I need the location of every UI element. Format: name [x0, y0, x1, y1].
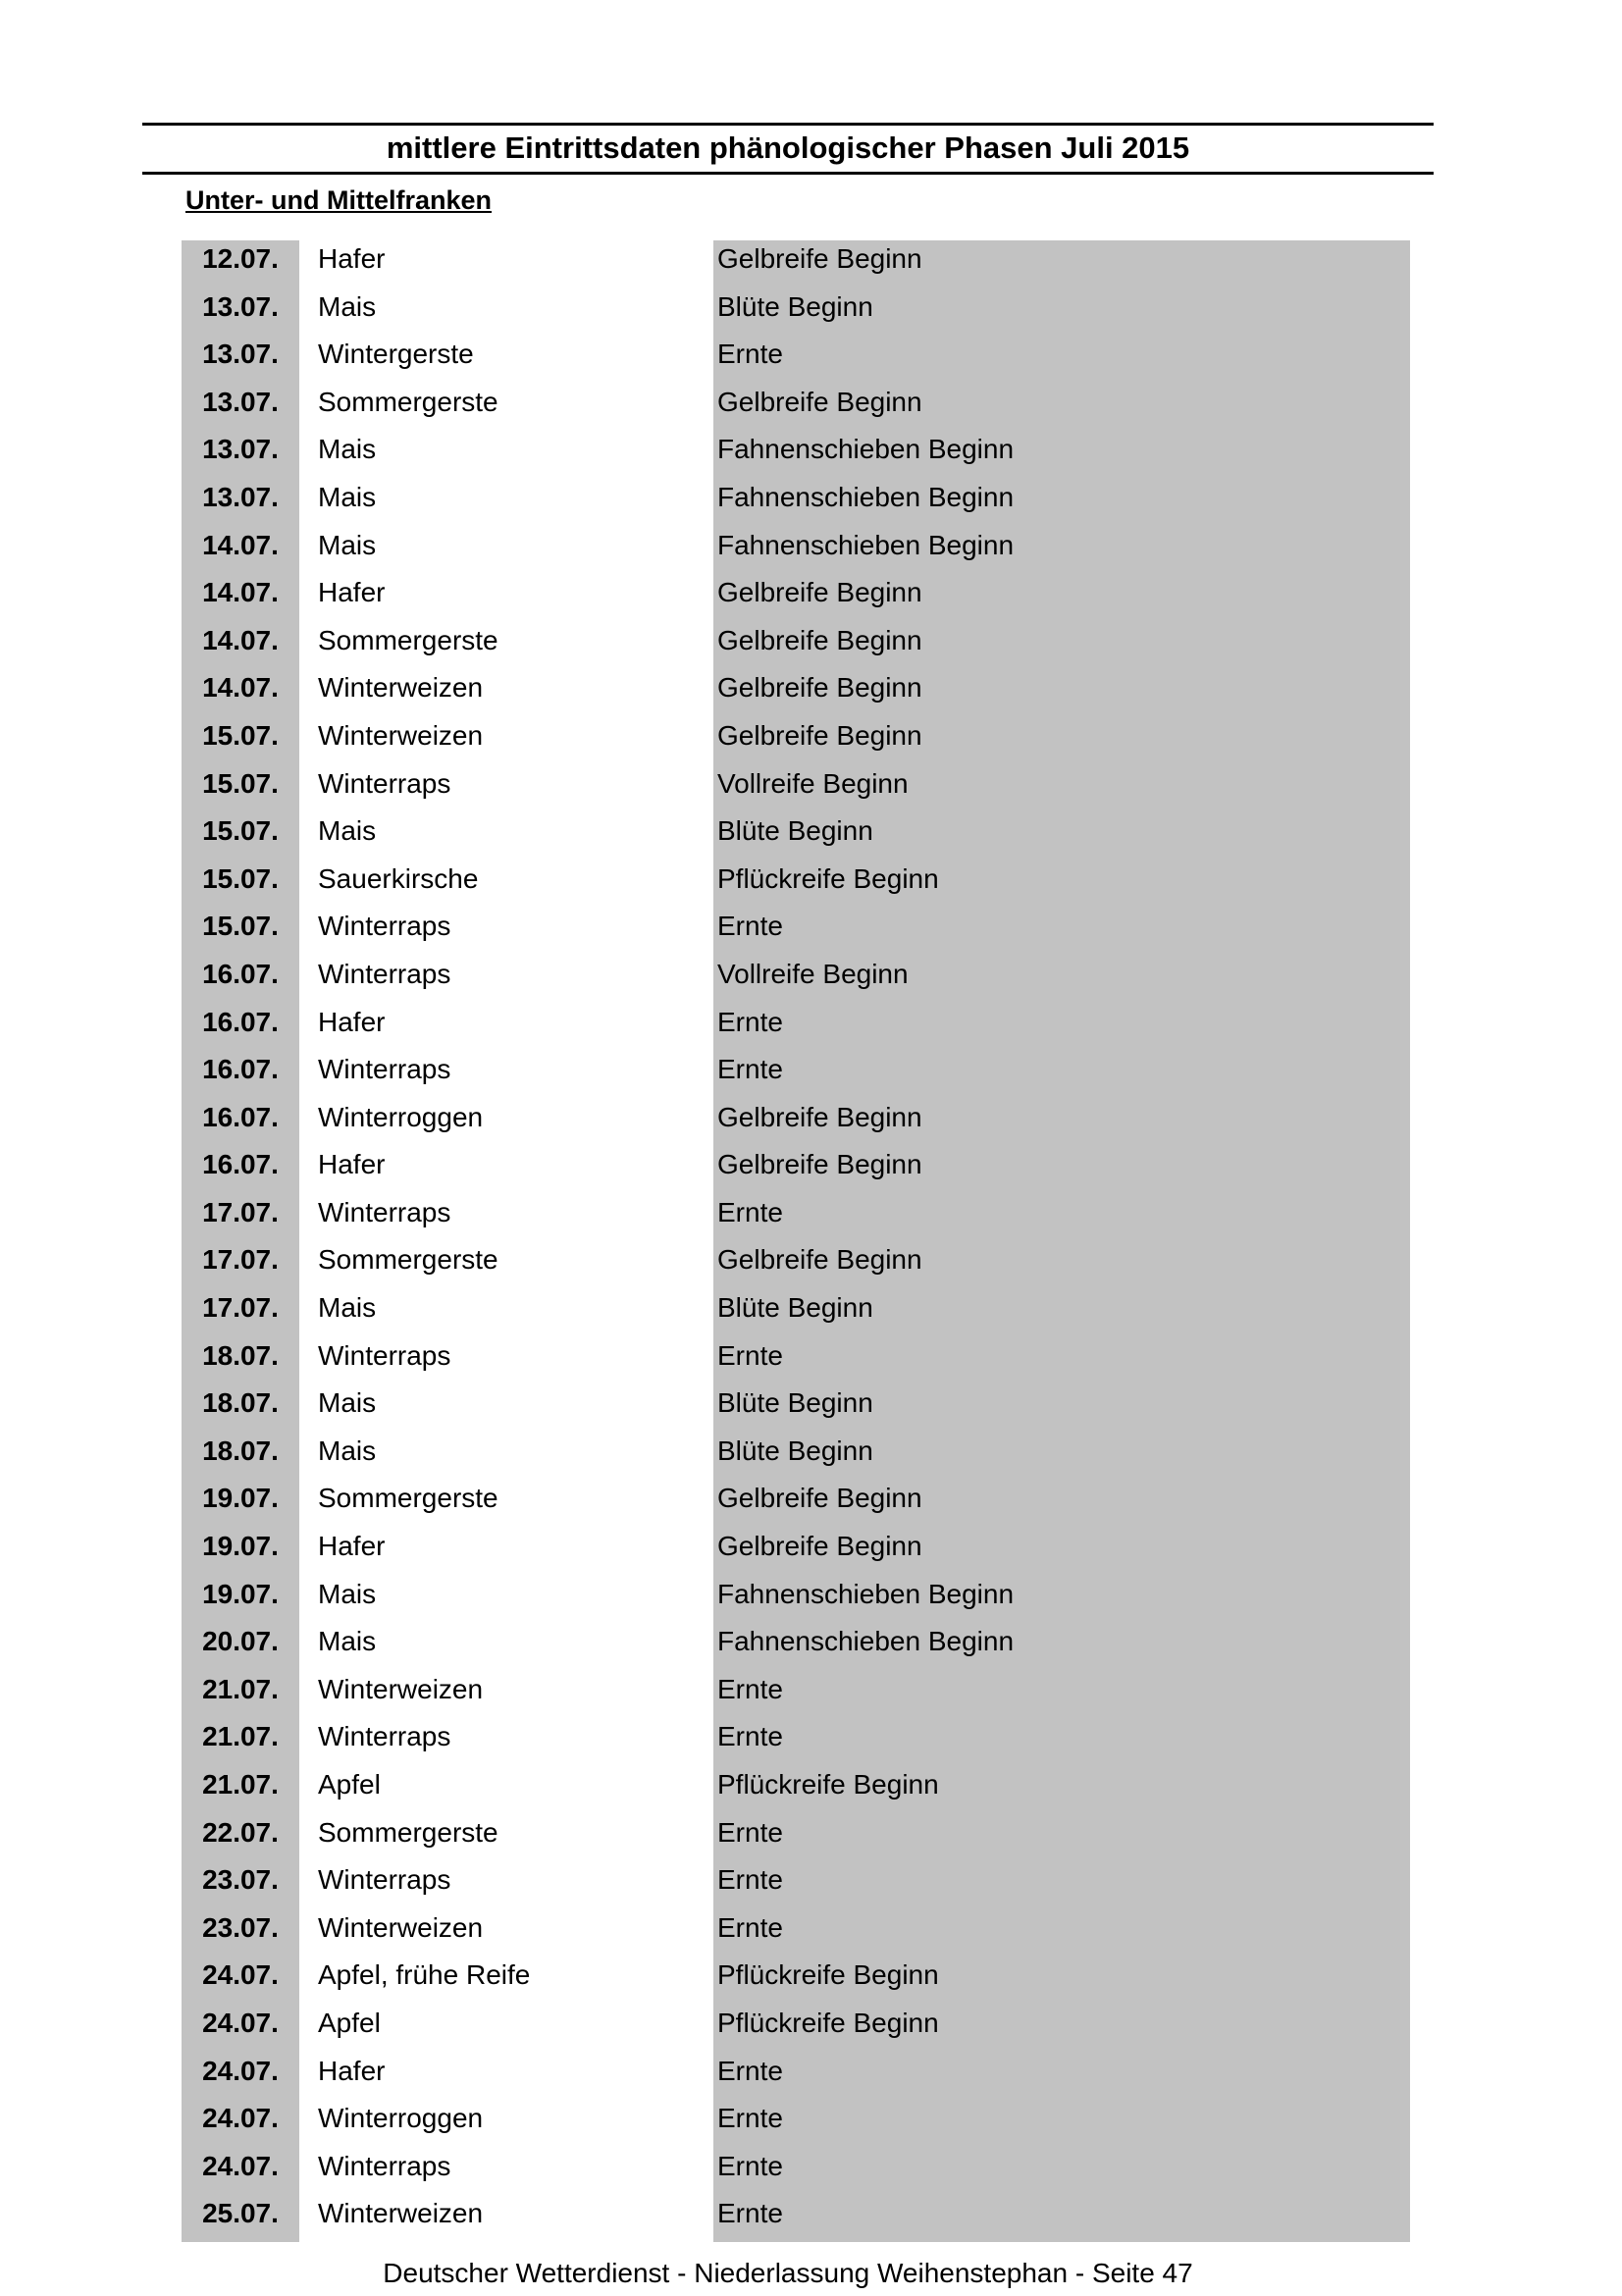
row-date: 24.07.: [202, 2055, 279, 2086]
row-date: 19.07.: [202, 1578, 279, 1609]
row-date: 13.07.: [202, 386, 279, 417]
table-row: [182, 1241, 1410, 1289]
row-phase: Fahnenschieben Beginn: [717, 1578, 1015, 1609]
row-crop: Mais: [318, 1292, 377, 1324]
table-row: [182, 288, 1410, 337]
table-row: [182, 1433, 1410, 1481]
table-row: [182, 2195, 1410, 2243]
row-phase: Pflückreife Beginn: [717, 862, 939, 894]
row-crop: Hafer: [318, 1531, 386, 1562]
table-row: [182, 1814, 1410, 1862]
row-crop: Winterraps: [318, 1054, 451, 1085]
table-row: [182, 1909, 1410, 1957]
row-date: 16.07.: [202, 1101, 279, 1132]
row-crop: Winterraps: [318, 958, 451, 989]
row-crop: Winterweizen: [318, 2198, 484, 2229]
table-row: [182, 1671, 1410, 1719]
table-row: [182, 1194, 1410, 1242]
row-date: 13.07.: [202, 481, 279, 512]
row-crop: Sommergerste: [318, 1244, 498, 1276]
row-phase: Ernte: [717, 2103, 783, 2134]
table-row: [182, 1718, 1410, 1766]
row-crop: Mais: [318, 434, 377, 465]
row-phase: Blüte Beginn: [717, 1292, 873, 1324]
row-date: 15.07.: [202, 719, 279, 751]
row-phase: Ernte: [717, 2198, 783, 2229]
row-date: 15.07.: [202, 911, 279, 942]
table-row: [182, 812, 1410, 861]
row-phase: Gelbreife Beginn: [717, 1244, 922, 1276]
table-row: [182, 1289, 1410, 1337]
row-phase: Blüte Beginn: [717, 815, 873, 847]
row-phase: Fahnenschieben Beginn: [717, 1626, 1015, 1657]
row-crop: Winterraps: [318, 1196, 451, 1227]
row-crop: Mais: [318, 529, 377, 560]
table-row: [182, 1528, 1410, 1576]
row-crop: Mais: [318, 815, 377, 847]
row-date: 23.07.: [202, 1911, 279, 1943]
table-row: [182, 2100, 1410, 2148]
row-phase: Ernte: [717, 1864, 783, 1896]
row-phase: Gelbreife Beginn: [717, 1531, 922, 1562]
row-date: 14.07.: [202, 672, 279, 704]
table-row: [182, 2053, 1410, 2101]
row-phase: Gelbreife Beginn: [717, 1101, 922, 1132]
table-row: [182, 956, 1410, 1004]
row-phase: Gelbreife Beginn: [717, 386, 922, 417]
row-crop: Hafer: [318, 2055, 386, 2086]
row-phase: Fahnenschieben Beginn: [717, 481, 1015, 512]
row-date: 16.07.: [202, 958, 279, 989]
row-date: 13.07.: [202, 434, 279, 465]
table-row: [182, 1576, 1410, 1624]
row-phase: Ernte: [717, 1196, 783, 1227]
region-heading: Unter- und Mittelfranken: [185, 185, 493, 215]
row-crop: Apfel, frühe Reife: [318, 1959, 531, 1991]
row-date: 24.07.: [202, 2103, 279, 2134]
row-date: 21.07.: [202, 1673, 279, 1704]
row-crop: Winterraps: [318, 1339, 451, 1371]
table-row: [182, 622, 1410, 670]
row-date: 24.07.: [202, 1959, 279, 1991]
row-date: 22.07.: [202, 1816, 279, 1848]
row-date: 14.07.: [202, 624, 279, 655]
table-row: [182, 669, 1410, 717]
page-title: mittlere Eintrittsdaten phänologischer Phasen Juli 2015: [386, 130, 1190, 165]
row-crop: Hafer: [318, 243, 386, 274]
row-phase: Gelbreife Beginn: [717, 719, 922, 751]
row-phase: Vollreife Beginn: [717, 767, 909, 799]
page-footer: Deutscher Wetterdienst - Niederlassung Weihenstephan - Seite 47: [383, 2258, 1193, 2288]
row-phase: Gelbreife Beginn: [717, 243, 922, 274]
row-date: 12.07.: [202, 243, 279, 274]
row-phase: Ernte: [717, 1339, 783, 1371]
table-row: [182, 2005, 1410, 2053]
row-crop: Winterweizen: [318, 719, 484, 751]
row-phase: Ernte: [717, 1816, 783, 1848]
row-crop: Winterraps: [318, 767, 451, 799]
row-crop: Mais: [318, 1387, 377, 1419]
table-row: [182, 336, 1410, 384]
row-phase: Fahnenschieben Beginn: [717, 529, 1015, 560]
row-crop: Winterraps: [318, 1721, 451, 1752]
table-row: [182, 1480, 1410, 1528]
row-phase: Ernte: [717, 2055, 783, 2086]
row-phase: Ernte: [717, 2150, 783, 2181]
row-crop: Hafer: [318, 1006, 386, 1037]
row-phase: Pflückreife Beginn: [717, 1959, 939, 1991]
table-row: [182, 527, 1410, 575]
row-crop: Mais: [318, 1578, 377, 1609]
table-row: [182, 1384, 1410, 1433]
row-date: 21.07.: [202, 1769, 279, 1800]
table-row: [182, 1861, 1410, 1909]
row-date: 16.07.: [202, 1054, 279, 1085]
row-phase: Vollreife Beginn: [717, 958, 909, 989]
table-row: [182, 574, 1410, 622]
row-phase: Ernte: [717, 1006, 783, 1037]
row-crop: Sommergerste: [318, 1483, 498, 1514]
row-crop: Wintergerste: [318, 339, 474, 370]
table-row: [182, 1623, 1410, 1671]
row-date: 17.07.: [202, 1244, 279, 1276]
row-crop: Winterroggen: [318, 1101, 484, 1132]
table-row: [182, 1766, 1410, 1814]
row-crop: Winterweizen: [318, 1911, 484, 1943]
row-phase: Ernte: [717, 1721, 783, 1752]
row-phase: Ernte: [717, 911, 783, 942]
row-crop: Mais: [318, 481, 377, 512]
row-date: 17.07.: [202, 1196, 279, 1227]
table-row: [182, 717, 1410, 765]
row-date: 15.07.: [202, 815, 279, 847]
row-phase: Ernte: [717, 1673, 783, 1704]
row-date: 16.07.: [202, 1006, 279, 1037]
row-crop: Winterraps: [318, 2150, 451, 2181]
table-row: [182, 479, 1410, 527]
row-crop: Apfel: [318, 1769, 381, 1800]
row-crop: Sommergerste: [318, 1816, 498, 1848]
table-row: [182, 765, 1410, 813]
row-crop: Winterraps: [318, 1864, 451, 1896]
phenology-table: [182, 240, 1410, 2242]
row-date: 19.07.: [202, 1483, 279, 1514]
row-phase: Pflückreife Beginn: [717, 1769, 939, 1800]
title-rule-bottom: [142, 172, 1434, 175]
row-date: 24.07.: [202, 2007, 279, 2038]
table-row: [182, 431, 1410, 479]
row-date: 17.07.: [202, 1292, 279, 1324]
row-date: 18.07.: [202, 1387, 279, 1419]
row-date: 24.07.: [202, 2150, 279, 2181]
row-date: 21.07.: [202, 1721, 279, 1752]
row-crop: Apfel: [318, 2007, 381, 2038]
row-date: 13.07.: [202, 290, 279, 322]
row-crop: Mais: [318, 1626, 377, 1657]
row-crop: Winterroggen: [318, 2103, 484, 2134]
table-row: [182, 861, 1410, 909]
row-phase: Ernte: [717, 1054, 783, 1085]
row-phase: Blüte Beginn: [717, 1387, 873, 1419]
row-date: 16.07.: [202, 1149, 279, 1180]
row-phase: Gelbreife Beginn: [717, 672, 922, 704]
row-crop: Hafer: [318, 1149, 386, 1180]
row-date: 19.07.: [202, 1531, 279, 1562]
row-phase: Fahnenschieben Beginn: [717, 434, 1015, 465]
row-date: 20.07.: [202, 1626, 279, 1657]
row-crop: Winterraps: [318, 911, 451, 942]
row-date: 23.07.: [202, 1864, 279, 1896]
table-row: [182, 384, 1410, 432]
row-crop: Winterweizen: [318, 672, 484, 704]
table-row: [182, 1004, 1410, 1052]
table-row: [182, 1146, 1410, 1194]
table-row: [182, 1957, 1410, 2005]
row-date: 15.07.: [202, 862, 279, 894]
row-phase: Blüte Beginn: [717, 290, 873, 322]
table-row: [182, 1099, 1410, 1147]
row-phase: Blüte Beginn: [717, 1435, 873, 1466]
row-date: 15.07.: [202, 767, 279, 799]
row-date: 18.07.: [202, 1339, 279, 1371]
row-phase: Gelbreife Beginn: [717, 1149, 922, 1180]
row-phase: Gelbreife Beginn: [717, 1483, 922, 1514]
row-phase: Gelbreife Beginn: [717, 624, 922, 655]
row-phase: Pflückreife Beginn: [717, 2007, 939, 2038]
row-date: 13.07.: [202, 339, 279, 370]
table-row: [182, 908, 1410, 956]
table-row: [182, 1337, 1410, 1385]
row-crop: Sommergerste: [318, 624, 498, 655]
table-rows: [182, 240, 1410, 2243]
row-date: 25.07.: [202, 2198, 279, 2229]
row-date: 14.07.: [202, 577, 279, 608]
title-rule-top: [142, 123, 1434, 126]
row-crop: Sommergerste: [318, 386, 498, 417]
row-crop: Sauerkirsche: [318, 862, 479, 894]
row-date: 14.07.: [202, 529, 279, 560]
table-row: [182, 2148, 1410, 2196]
row-crop: Mais: [318, 1435, 377, 1466]
row-phase: Gelbreife Beginn: [717, 577, 922, 608]
row-crop: Winterweizen: [318, 1673, 484, 1704]
table-row: [182, 1051, 1410, 1099]
row-date: 18.07.: [202, 1435, 279, 1466]
row-crop: Mais: [318, 290, 377, 322]
row-crop: Hafer: [318, 577, 386, 608]
row-phase: Ernte: [717, 1911, 783, 1943]
table-row: [182, 240, 1410, 288]
row-phase: Ernte: [717, 339, 783, 370]
